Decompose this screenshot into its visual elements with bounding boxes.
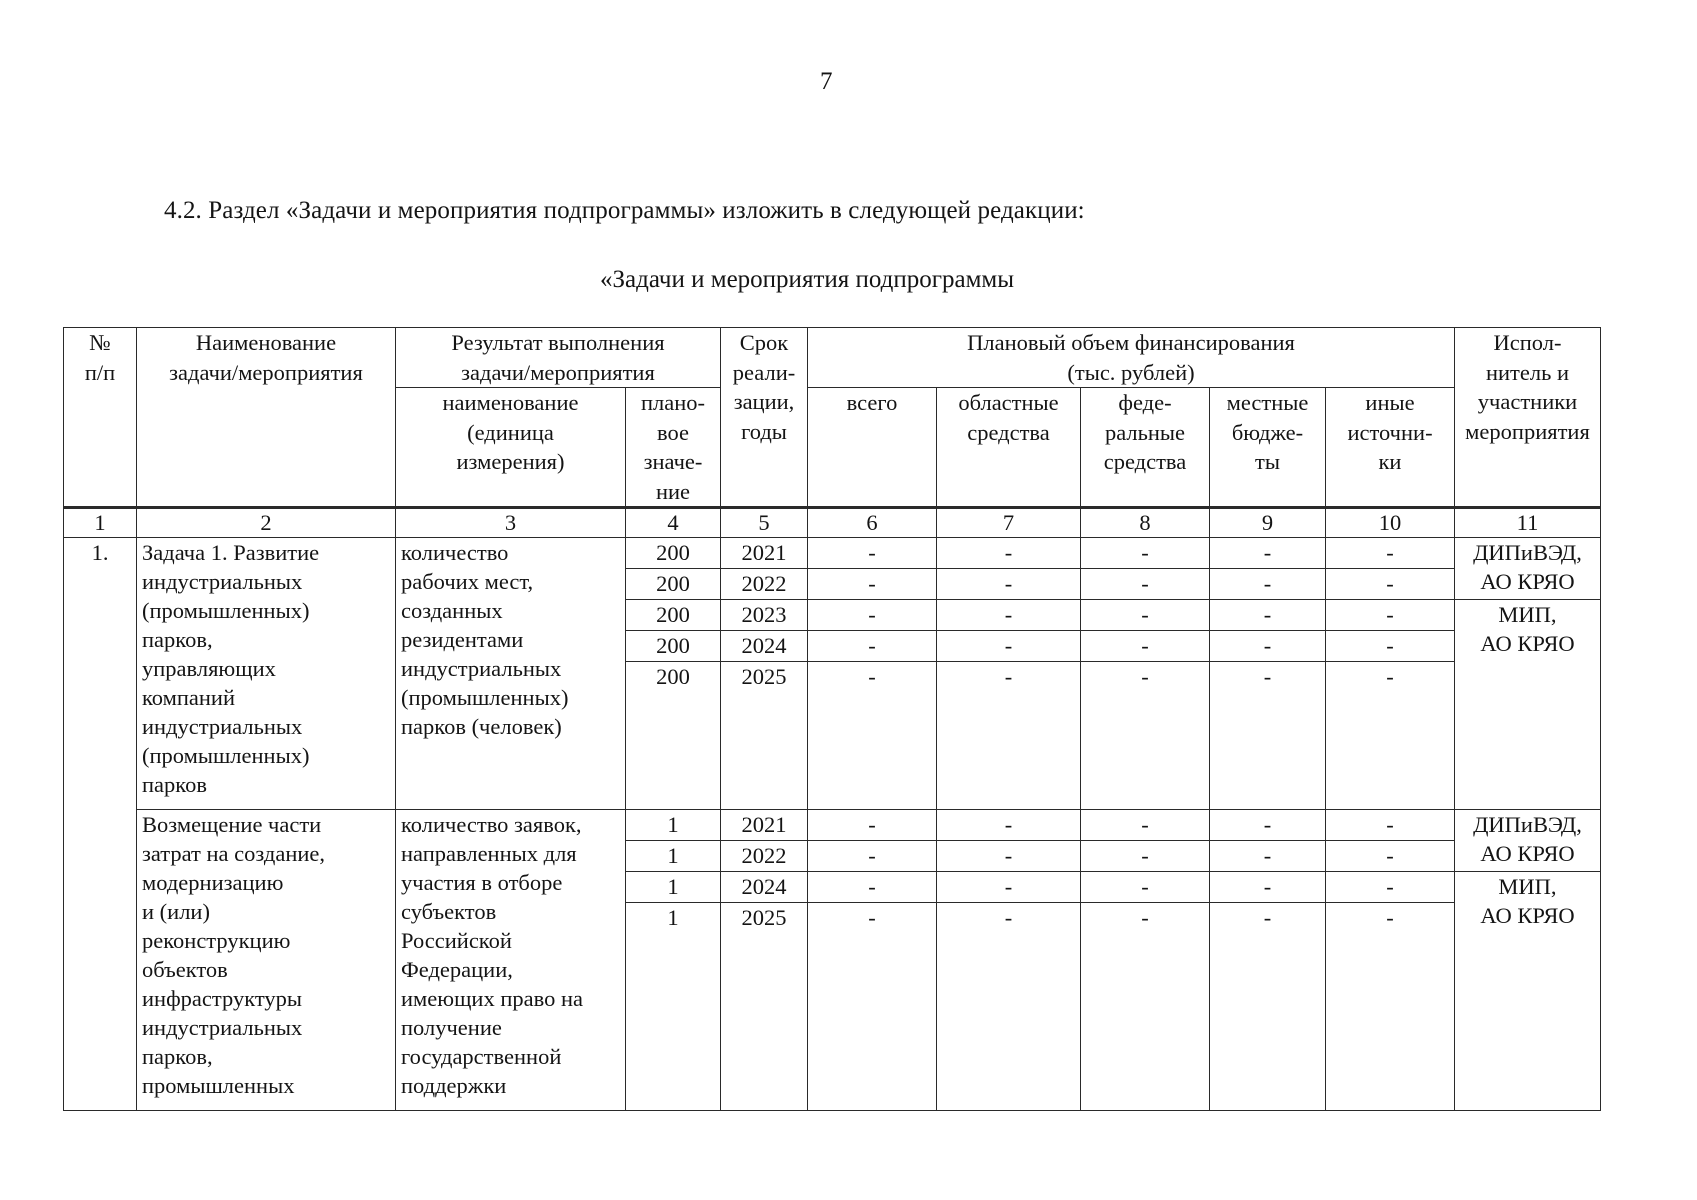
plan-value: 1	[626, 903, 721, 1111]
funding-local: -	[1210, 810, 1326, 841]
header-local: местные бюдже- ты	[1210, 388, 1326, 508]
task-num-empty	[64, 810, 137, 1111]
task-num: 1.	[64, 538, 137, 810]
funding-other: -	[1326, 810, 1455, 841]
task-name: Задача 1. Развитие индустриальных (промышленных) парков, управляющих компаний индустриальных (промышленных) парков	[137, 538, 396, 810]
funding-federal: -	[1081, 872, 1210, 903]
table-title: «Задачи и мероприятия подпрограммы	[600, 266, 1015, 293]
funding-regional: -	[937, 810, 1081, 841]
funding-regional: -	[937, 841, 1081, 872]
measure-name: Возмещение части затрат на создание, модернизацию и (или) реконструкцию объектов инфраструктуры индустриальных парков, промышленных	[137, 810, 396, 1111]
year: 2025	[721, 903, 808, 1111]
funding-regional: -	[937, 631, 1081, 662]
funding-total: -	[808, 810, 937, 841]
plan-value: 200	[626, 600, 721, 631]
funding-local: -	[1210, 600, 1326, 631]
funding-local: -	[1210, 631, 1326, 662]
column-number: 3	[396, 508, 626, 538]
year: 2022	[721, 569, 808, 600]
funding-federal: -	[1081, 662, 1210, 810]
funding-other: -	[1326, 841, 1455, 872]
year: 2024	[721, 631, 808, 662]
header-num: № п/п	[64, 328, 137, 508]
funding-local: -	[1210, 662, 1326, 810]
funding-other: -	[1326, 662, 1455, 810]
plan-value: 200	[626, 538, 721, 569]
funding-local: -	[1210, 569, 1326, 600]
column-number: 6	[808, 508, 937, 538]
funding-other: -	[1326, 569, 1455, 600]
header-funding: Плановый объем финансирования (тыс. рублей)	[808, 328, 1455, 388]
funding-regional: -	[937, 569, 1081, 600]
column-number-row	[64, 508, 1601, 538]
table-row	[64, 538, 1601, 569]
funding-local: -	[1210, 903, 1326, 1111]
funding-total: -	[808, 841, 937, 872]
header-result-name: наименование (единица измерения)	[396, 388, 626, 508]
funding-total: -	[808, 872, 937, 903]
plan-value: 1	[626, 810, 721, 841]
header-regional: областные средства	[937, 388, 1081, 508]
funding-federal: -	[1081, 903, 1210, 1111]
column-number: 11	[1455, 508, 1601, 538]
table-row	[64, 810, 1601, 841]
funding-local: -	[1210, 872, 1326, 903]
funding-total: -	[808, 631, 937, 662]
executor: ДИПиВЭД, АО КРЯО	[1455, 538, 1601, 600]
tasks-table	[63, 327, 1601, 1111]
task-result: количество рабочих мест, созданных резидентами индустриальных (промышленных) парков (человек)	[396, 538, 626, 810]
funding-total: -	[808, 538, 937, 569]
plan-value: 1	[626, 841, 721, 872]
year: 2021	[721, 538, 808, 569]
funding-total: -	[808, 662, 937, 810]
funding-regional: -	[937, 903, 1081, 1111]
funding-total: -	[808, 569, 937, 600]
plan-value: 200	[626, 662, 721, 810]
column-number: 7	[937, 508, 1081, 538]
header-result: Результат выполнения задачи/мероприятия	[396, 328, 721, 388]
column-number: 1	[64, 508, 137, 538]
header-other: иные источни- ки	[1326, 388, 1455, 508]
executor: МИП, АО КРЯО	[1455, 872, 1601, 1111]
column-number: 8	[1081, 508, 1210, 538]
funding-total: -	[808, 600, 937, 631]
funding-other: -	[1326, 538, 1455, 569]
executor: МИП, АО КРЯО	[1455, 600, 1601, 810]
funding-local: -	[1210, 841, 1326, 872]
funding-federal: -	[1081, 569, 1210, 600]
funding-local: -	[1210, 538, 1326, 569]
year: 2023	[721, 600, 808, 631]
plan-value: 200	[626, 569, 721, 600]
column-number: 9	[1210, 508, 1326, 538]
funding-regional: -	[937, 662, 1081, 810]
funding-regional: -	[937, 600, 1081, 631]
intro-paragraph: 4.2. Раздел «Задачи и мероприятия подпрограммы» изложить в следующей редакции:	[164, 197, 1085, 224]
plan-value: 1	[626, 872, 721, 903]
funding-other: -	[1326, 903, 1455, 1111]
plan-value: 200	[626, 631, 721, 662]
measure-result: количество заявок, направленных для участия в отборе субъектов Российской Федерации, имеющих право на получение государственной поддержки	[396, 810, 626, 1111]
column-number: 2	[137, 508, 396, 538]
column-number: 4	[626, 508, 721, 538]
year: 2021	[721, 810, 808, 841]
year: 2022	[721, 841, 808, 872]
column-number: 5	[721, 508, 808, 538]
funding-total: -	[808, 903, 937, 1111]
header-result-plan: плано- вое значе- ние	[626, 388, 721, 508]
header-total: всего	[808, 388, 937, 508]
header-executor: Испол- нитель и участники мероприятия	[1455, 328, 1601, 508]
funding-federal: -	[1081, 538, 1210, 569]
executor: ДИПиВЭД, АО КРЯО	[1455, 810, 1601, 872]
funding-federal: -	[1081, 631, 1210, 662]
funding-regional: -	[937, 538, 1081, 569]
year: 2025	[721, 662, 808, 810]
header-term: Срок реали- зации, годы	[721, 328, 808, 508]
column-number: 10	[1326, 508, 1455, 538]
funding-other: -	[1326, 872, 1455, 903]
year: 2024	[721, 872, 808, 903]
header-federal: феде- ральные средства	[1081, 388, 1210, 508]
funding-regional: -	[937, 872, 1081, 903]
funding-federal: -	[1081, 841, 1210, 872]
funding-federal: -	[1081, 600, 1210, 631]
page-number: 7	[820, 68, 833, 95]
header-name: Наименование задачи/мероприятия	[137, 328, 396, 508]
funding-other: -	[1326, 600, 1455, 631]
funding-federal: -	[1081, 810, 1210, 841]
funding-other: -	[1326, 631, 1455, 662]
